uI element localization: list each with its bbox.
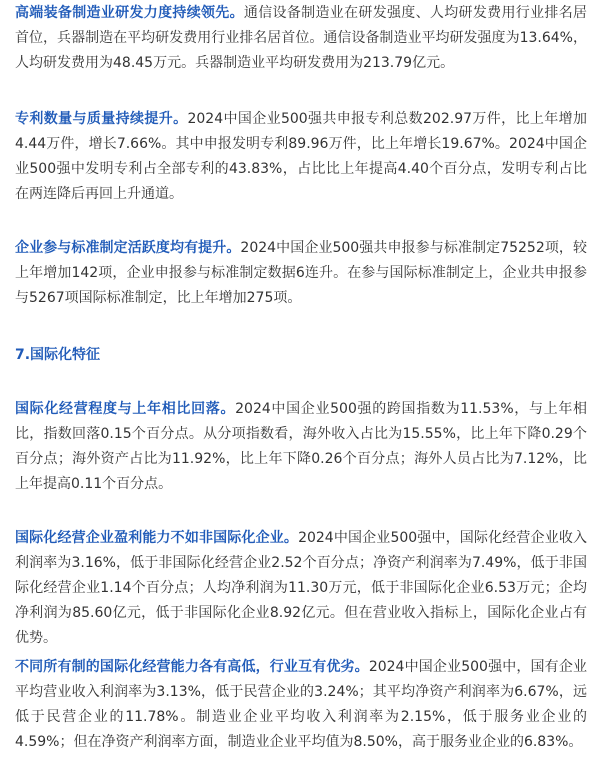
paragraph-lead: 高端装备制造业研发力度持续领先。 xyxy=(15,5,244,21)
paragraph-lead: 国际化经营程度与上年相比回落。 xyxy=(15,401,236,417)
paragraph-standards xyxy=(15,236,587,311)
paragraph-body: 2024中国企业500强共申报参与标准制定75252项，较上年增加142项，企业申报参与标准制定数据6连升。在参与国际标准制定上，企业共申报参与5267项国际标准制定，比上年增加275项。 xyxy=(15,240,587,306)
paragraph-body: 2024中国企业500强中，国有企业平均营业收入利润率为3.13%，低于民营企业的3.24%；其平均净资产利润率为6.67%，远低于民营企业的11.78%。制造业企业平均收入利润率为2.15%，低于服务业企业的4.59%；但在净资产利润率方面，制造业企业平均值为8.50%，高于服务业企业的6.83%。 xyxy=(15,659,587,750)
paragraph-lead: 专利数量与质量持续提升。 xyxy=(15,111,188,127)
paragraph-internationalization-degree xyxy=(15,397,587,497)
paragraph-lead: 国际化经营企业盈利能力不如非国际化企业。 xyxy=(15,530,299,546)
paragraph-body: 2024中国企业500强中，国际化经营企业收入利润率为3.16%，低于非国际化经营企业2.52个百分点；净资产利润率为7.49%，低于非国际化经营企业1.14个百分点；人均净利润为11.30万元，低于非国际化企业6.53万元；企均净利润为85.60亿元，低于非国际化企业8.92亿元。但在营业收入指标上，国际化企业占有优势。 xyxy=(15,530,588,646)
paragraph-patents xyxy=(15,107,587,207)
paragraph-body: 2024中国企业500强的跨国指数为11.53%，与上年相比，指数回落0.15个百分点。从分项指数看，海外收入占比为15.55%，比上年下降0.29个百分点；海外资产占比为11.92%，比上年下降0.26个百分点；海外人员占比为7.12%，比上年提高0.11个百分点。 xyxy=(15,401,588,492)
paragraph-lead: 企业参与标准制定活跃度均有提升。 xyxy=(15,240,241,256)
section-heading: 7.国际化特征 xyxy=(15,347,101,363)
paragraph-rd-intensity xyxy=(15,1,587,76)
paragraph-profitability xyxy=(15,526,587,651)
paragraph-body: 2024中国企业500强共申报专利总数202.97万件，比上年增加4.44万件，增长7.66%。其中申报发明专利89.96万件，比上年增长19.67%。2024中国企业500强中发明专利占全部专利的43.83%，占比比上年提高4.40个百分点，发明专利占比在两连降后再回上升通道。 xyxy=(15,111,587,202)
paragraph-ownership xyxy=(15,655,587,755)
paragraph-lead: 不同所有制的国际化经营能力各有高低，行业互有优劣。 xyxy=(15,659,369,675)
paragraph-body: 通信设备制造业在研发强度、人均研发费用行业排名居首位，兵器制造在平均研发费用行业排名居首位。通信设备制造业平均研发强度为13.64%，人均研发费用为48.45万元。兵器制造业平均研发费用为213.79亿元。 xyxy=(15,5,587,71)
